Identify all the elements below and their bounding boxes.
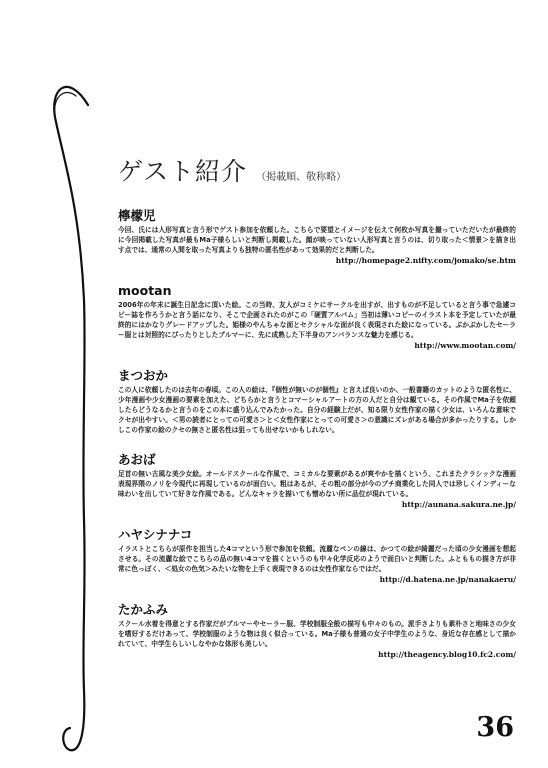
- guest-entry: [118, 368, 516, 435]
- guest-description: イラストとこちらが原作を担当した4コマという形で参加を依頼。流麗なペンの線は、かつての絵が綺麗だった頃の少女漫画を想起させる。その流麗な絵でこちらの品の無い4コマを描くというのも中々化学反応のようで面白いと判断した。ふとももの描き方が非常に色っぽく、＜処女の色気＞みたいな物を上手く表現できるのは女性作家ならではだ。: [118, 545, 516, 573]
- guest-url[interactable]: http://homepage2.nifty.com/jomako/se.htm: [335, 256, 516, 265]
- guest-entry: [118, 208, 516, 266]
- guest-url[interactable]: http://aunana.sakura.ne.jp/: [401, 500, 516, 509]
- guest-name: ハヤシナナコ: [118, 527, 193, 542]
- guest-list: [118, 208, 516, 677]
- decorative-swirl-border: [0, 0, 110, 768]
- guest-name: 檸檬児: [118, 208, 156, 223]
- guest-url[interactable]: http://d.hatena.ne.jp/nanakaeru/: [379, 575, 516, 584]
- guest-name: まつおか: [118, 368, 169, 383]
- guest-description: スクール水着を得意とする作家だがブルマーやセーラー服、学校制服全般の描写も中々のもの。派手さよりも素朴さと地味さの少女を嗜好するだけあって、学校制服のような物は良く似合っている。Ma子様も普通の女子中学生のような、身近な存在感として描かれていて、中学生らしいしなやかな体形も美しい。: [118, 620, 516, 648]
- guest-description: 足首の無い古風な美少女絵。オールドスクールな作風で、コミカルな要素があるが爽やかを描くという、これまたクラシックな漫画表現界隈のノリを今現代に再現しているのが面白い。粗はあるが、その粗の部分が今のプチ商業化した同人では珍しくインディーな味わいを出していて好きな作風である。どんなキャラを描いても憎めない所に品位が現れている。: [118, 470, 516, 498]
- guest-description: 2006年の年末に誕生日記念に頂いた絵。この当時、友人がコミケにサークルを出すが、出すものが不足していると言う事で急遽コピー誌を作ろうかと言う話になり、そこで企画されたのがこの「硬質アルバム」当初は薄いコピーのイラスト本を予定していたが最終的にはかなりグレードアップした。姫様のやんちゃな面とセクシャルな面が良く表現された絵になっている。ぶかぶかしたセーラー服とは対照的にぴったりとしたブルマーに、先に成熟した下半身のアンバランスな魅力を感じる。: [118, 301, 516, 339]
- page-number: 36: [476, 712, 514, 743]
- guest-url[interactable]: http://theagency.blog10.fc2.com/: [378, 650, 516, 659]
- guest-entry: [118, 283, 516, 351]
- guest-url[interactable]: http://www.mootan.com/: [414, 341, 516, 350]
- guest-description: この人に依頼したのは去年の春頃。この人の絵は、『個性が無いのが個性』と言えば良いのか、一般書籍のカットのような匿名性に、少年漫画や少女漫画の要素を加えた、どちらかと言うとコマーシャルアートの方の人だと自分は観ている。その作風でMa子を依頼したらどうなるかと言うのをこの本に盛り込んでみたかった。自分の経験上だが、知る限り女性作家の描く少女は、いろんな意味でクセが出やすい。＜男の読者にとっての可愛さ＞と＜女性作家にとっての可愛さ＞の意識にズレがある場合が多かったりする。しかしこの作家の絵のクセの無さと匿名性は狙っても出せないかもしれない。: [118, 386, 516, 434]
- guest-entry: [118, 452, 516, 510]
- guest-name: mootan: [118, 283, 172, 298]
- guest-name: あおば: [118, 452, 156, 467]
- guest-entry: [118, 602, 516, 660]
- guest-intro-heading: [118, 152, 346, 188]
- guest-entry: [118, 527, 516, 585]
- guest-name: たかふみ: [118, 602, 169, 617]
- page-subtitle: （掲載順、敬称略）: [256, 172, 347, 183]
- page-title: ゲスト紹介: [118, 157, 248, 186]
- guest-description: 今回、氏には人形写真と言う形でゲスト参加を依頼した。こちらで要望とイメージを伝えて何枚か写真を撮っていただいたが最終的に今回掲載した写真が最もMa子様らしいと判断し掲載した。顔が映っていない人形写真と言うのは、切り取った＜情景＞を描き出す点では、通常の人間を取った写真よりも独特の匿名性があって効果的だと判断した。: [118, 226, 516, 254]
